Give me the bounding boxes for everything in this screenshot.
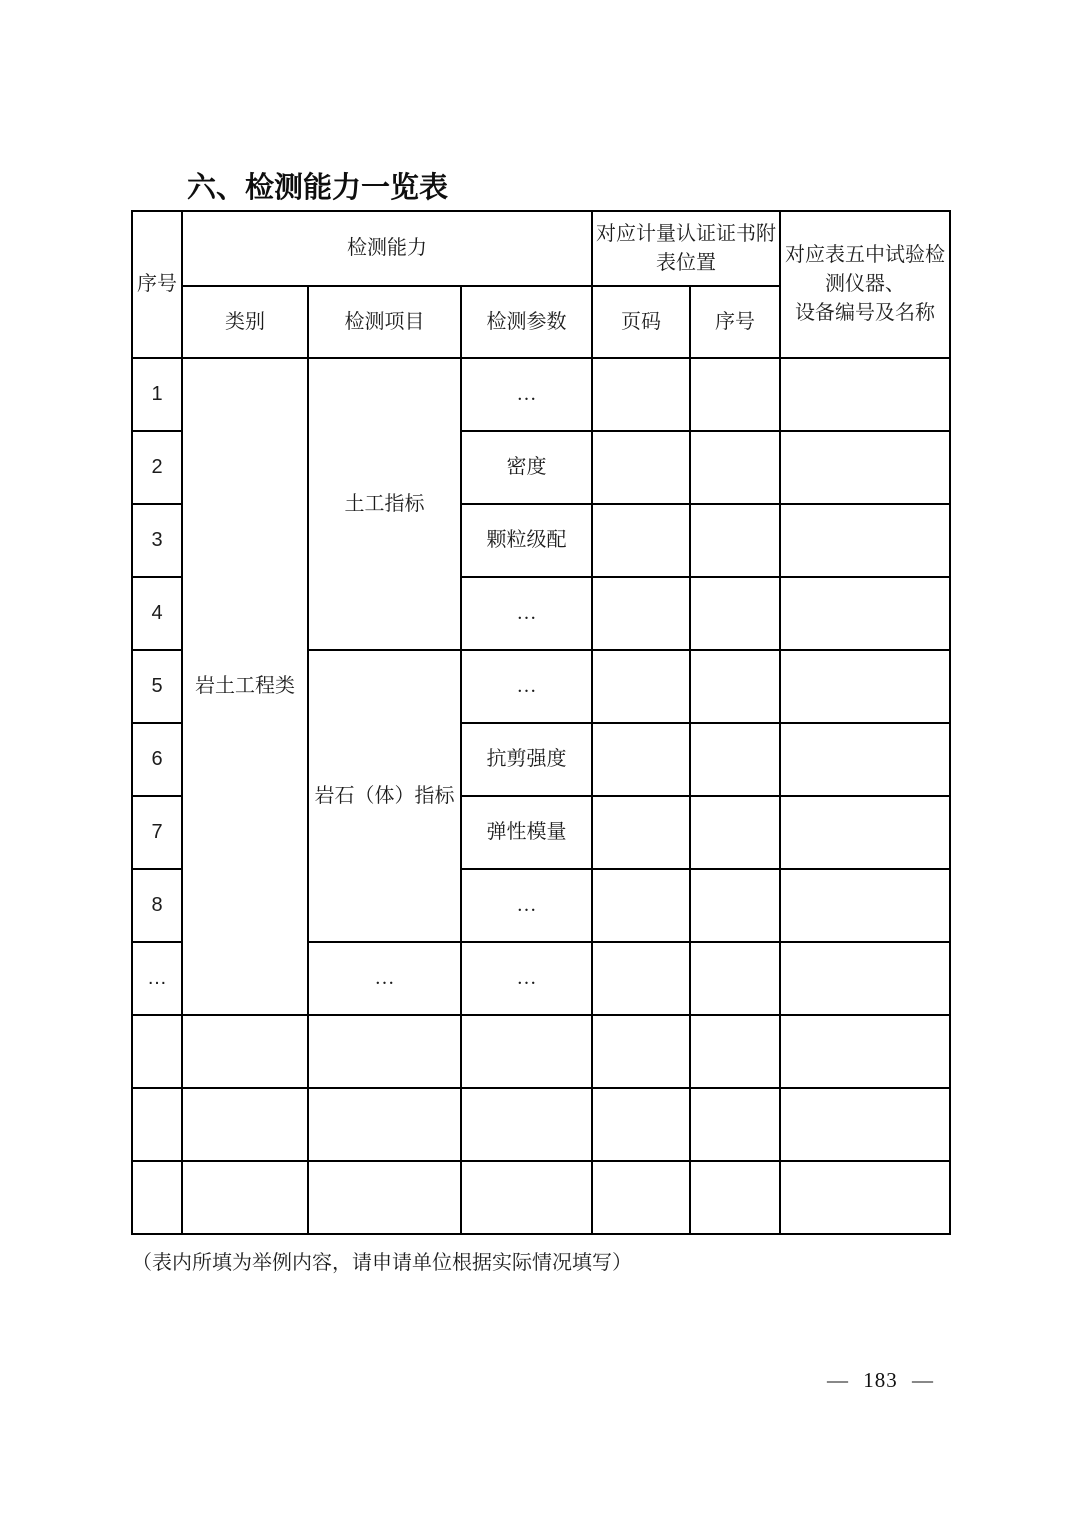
page-cell: [592, 1161, 690, 1234]
serial2-cell: [690, 650, 780, 723]
serial-cell: [132, 1015, 182, 1088]
instrument-cell: [780, 723, 950, 796]
serial-cell: 2: [132, 431, 182, 504]
category-cell: [182, 1015, 308, 1088]
capability-table: [131, 210, 951, 1235]
parameter-cell: 密度: [461, 431, 592, 504]
header-instrument-line2: 设备编号及名称: [795, 302, 936, 324]
page-cell: [592, 942, 690, 1015]
instrument-cell: [780, 1088, 950, 1161]
parameter-cell: 弹性模量: [461, 796, 592, 869]
instrument-cell: [780, 942, 950, 1015]
header-item-cell: 检测项目: [308, 286, 461, 358]
item-cell: [308, 1088, 461, 1161]
serial-cell: 1: [132, 358, 182, 431]
parameter-cell: [461, 1015, 592, 1088]
serial-cell: [132, 1088, 182, 1161]
category-group-cell: 岩土工程类: [182, 358, 308, 1015]
page-cell: [592, 431, 690, 504]
serial-cell: 8: [132, 869, 182, 942]
instrument-cell: [780, 1161, 950, 1234]
instrument-cell: [780, 358, 950, 431]
instrument-cell: [780, 504, 950, 577]
header-instrument-line1: 对应表五中试验检测仪器、: [785, 244, 946, 295]
header-capability-cell: 检测能力: [182, 211, 592, 286]
serial2-cell: [690, 723, 780, 796]
parameter-cell: …: [461, 577, 592, 650]
parameter-cell: 颗粒级配: [461, 504, 592, 577]
item-cell: [308, 1161, 461, 1234]
serial-cell: 6: [132, 723, 182, 796]
item-group2-cell: 岩石（体）指标: [308, 650, 461, 942]
serial2-cell: [690, 1161, 780, 1234]
page-cell: [592, 504, 690, 577]
item-group1-cell: 土工指标: [308, 358, 461, 650]
parameter-cell: [461, 1161, 592, 1234]
header-cert-location-cell: 对应计量认证证书附表位置: [592, 211, 780, 286]
empty-table-row: [132, 1015, 950, 1088]
header-pagecol-cell: 页码: [592, 286, 690, 358]
page-cell: [592, 796, 690, 869]
header-category-cell: 类别: [182, 286, 308, 358]
page-cell: [592, 650, 690, 723]
parameter-cell: …: [461, 650, 592, 723]
parameter-cell: …: [461, 358, 592, 431]
header-parameter-cell: 检测参数: [461, 286, 592, 358]
instrument-cell: [780, 431, 950, 504]
instrument-cell: [780, 650, 950, 723]
category-cell: [182, 1088, 308, 1161]
serial-cell: 4: [132, 577, 182, 650]
empty-table-row: [132, 1088, 950, 1161]
footnote: （表内所填为举例内容，请申请单位根据实际情况填写）: [132, 1252, 632, 1274]
serial-cell: 3: [132, 504, 182, 577]
item-cell: …: [308, 942, 461, 1015]
serial2-cell: [690, 431, 780, 504]
page-cell: [592, 358, 690, 431]
instrument-cell: [780, 577, 950, 650]
header-instrument-cell: [780, 211, 950, 358]
parameter-cell: …: [461, 942, 592, 1015]
table-row: [132, 358, 950, 431]
instrument-cell: [780, 869, 950, 942]
page-title: 六、检测能力一览表: [187, 172, 449, 204]
serial-cell: [132, 1161, 182, 1234]
serial2-cell: [690, 577, 780, 650]
serial2-cell: [690, 869, 780, 942]
page-cell: [592, 723, 690, 796]
header-serial2-cell: 序号: [690, 286, 780, 358]
serial2-cell: [690, 1088, 780, 1161]
page-cell: [592, 577, 690, 650]
instrument-cell: [780, 1015, 950, 1088]
serial2-cell: [690, 942, 780, 1015]
serial-cell: 5: [132, 650, 182, 723]
page-cell: [592, 1015, 690, 1088]
serial2-cell: [690, 1015, 780, 1088]
serial-cell: 7: [132, 796, 182, 869]
serial2-cell: [690, 504, 780, 577]
instrument-cell: [780, 796, 950, 869]
item-cell: [308, 1015, 461, 1088]
category-cell: [182, 1161, 308, 1234]
serial2-cell: [690, 796, 780, 869]
parameter-cell: [461, 1088, 592, 1161]
serial2-cell: [690, 358, 780, 431]
parameter-cell: 抗剪强度: [461, 723, 592, 796]
serial-cell: …: [132, 942, 182, 1015]
parameter-cell: …: [461, 869, 592, 942]
page-cell: [592, 869, 690, 942]
header-serial-cell: 序号: [132, 211, 182, 358]
empty-table-row: [132, 1161, 950, 1234]
page-cell: [592, 1088, 690, 1161]
page-number: — 183 —: [827, 1368, 934, 1392]
